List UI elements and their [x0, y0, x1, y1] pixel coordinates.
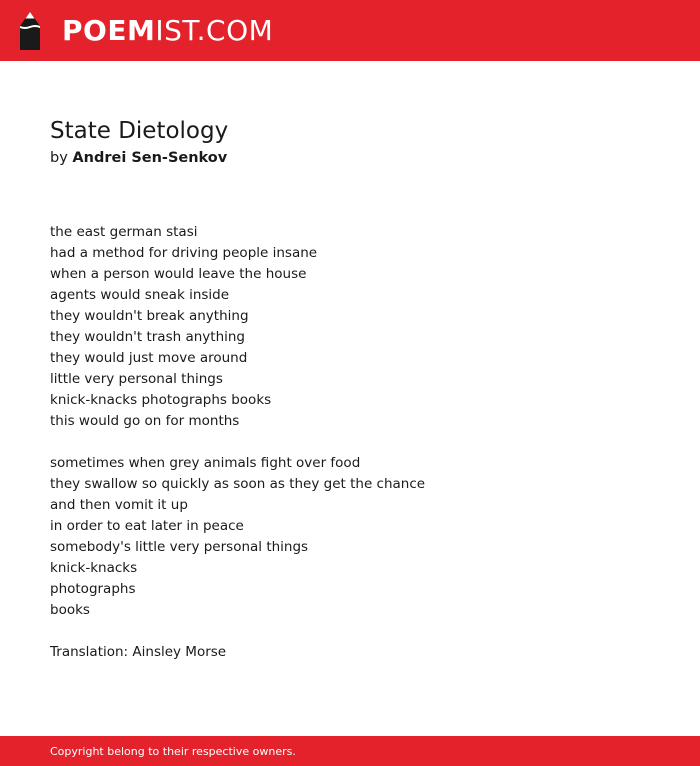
poem-line: when a person would leave the house [50, 266, 307, 282]
poem-line: somebody's little very personal things [50, 539, 309, 555]
poem-line: had a method for driving people insane [50, 245, 318, 261]
translation-credit: Translation: Ainsley Morse [50, 644, 227, 660]
stanza-1 [50, 222, 650, 432]
poem-author: Andrei Sen-Senkov [72, 150, 228, 166]
poem-line: they wouldn't break anything [50, 308, 249, 324]
site-footer [0, 736, 700, 766]
poem-line: they would just move around [50, 350, 248, 366]
poem-line: they swallow so quickly as soon as they get the chance [50, 476, 426, 492]
poem-line: this would go on for months [50, 413, 240, 429]
poem-line: knick-knacks photographs books [50, 392, 272, 408]
poem-line: books [50, 602, 90, 618]
poem-line: photographs [50, 581, 136, 597]
logo-bold-part: POEM [62, 13, 156, 47]
copyright-text: Copyright belong to their respective owners. [50, 744, 296, 758]
logo-light-part: IST.COM [155, 13, 274, 47]
poem-line: sometimes when grey animals fight over food [50, 455, 361, 471]
poem-line: they wouldn't trash anything [50, 329, 246, 345]
site-logo[interactable] [62, 13, 274, 47]
poem-line: the east german stasi [50, 224, 198, 240]
poem-line: and then vomit it up [50, 497, 188, 513]
byline [50, 146, 650, 170]
poem-container [50, 116, 650, 663]
poem-title: State Dietology [50, 118, 229, 144]
stanza-2 [50, 453, 650, 621]
site-header [0, 0, 700, 61]
by-prefix: by [50, 150, 68, 166]
poem-body [50, 222, 650, 663]
poem-line: little very personal things [50, 371, 223, 387]
pencil-icon[interactable] [18, 11, 42, 51]
poem-line: knick-knacks [50, 560, 138, 576]
poem-line: in order to eat later in peace [50, 518, 244, 534]
poem-line: agents would sneak inside [50, 287, 230, 303]
